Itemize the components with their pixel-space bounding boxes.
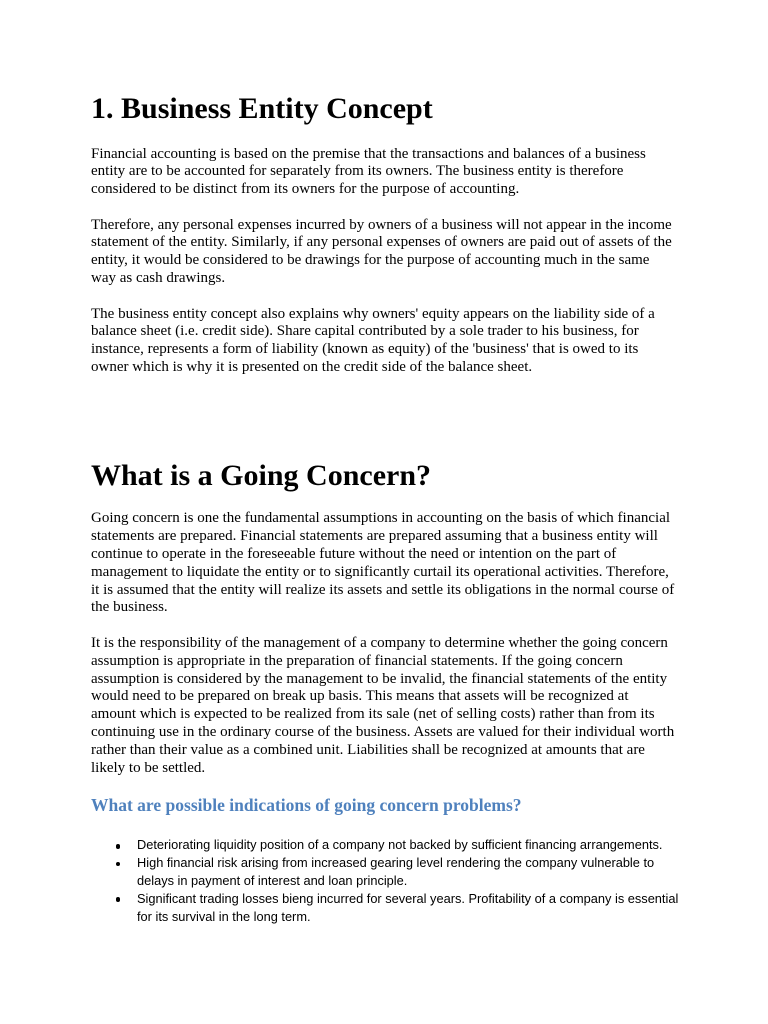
list-item: [91, 890, 761, 926]
paragraph: It is the responsibility of the management of a company to determine whether the going concern assumption is appropriate in the preparation of financial statements. If the going concern assumption is considered by the management to be invalid, the financial statements of the entity would need to be prepared on break up basis. This means that assets will be recognized at amount which is expected to be realized from its sale (net of selling costs) rather than from its continuing use in the ordinary course of the business. Assets are valued for their individual worth rather than their value as a combined unit. Liabilities shall be recognized at amounts that are likely to be settled.: [91, 635, 675, 776]
bullet-icon: [116, 862, 121, 867]
list-item: [91, 854, 761, 890]
indications-list: [91, 836, 761, 925]
going-concern-heading: What is a Going Concern?: [91, 458, 432, 492]
paragraph: Financial accounting is based on the premise that the transactions and balances of a business entity are to be accounted for separately from its owners. The business entity is therefore considered to be distinct from its owners for the purpose of accounting.: [91, 145, 646, 198]
list-item: [91, 836, 761, 854]
paragraph: Therefore, any personal expenses incurred by owners of a business will not appear in the income statement of the entity. Similarly, if any personal expenses of owners are paid out of assets of the entity, it would be considered to be drawings for the purpose of accounting much in the same way as cash drawings.: [91, 216, 672, 287]
paragraph: Going concern is one the fundamental assumptions in accounting on the basis of which financial statements are prepared. Financial statements are prepared assuming that a business entity will continue to operate in the foreseeable future without the need or intention on the part of management to liquidate the entity or to significantly curtail its operational activities. Therefore, it is assumed that the entity will realize its assets and settle its obligations in the normal course of the business.: [91, 510, 675, 616]
paragraph: The business entity concept also explains why owners' equity appears on the liability side of a balance sheet (i.e. credit side). Share capital contributed by a sole trader to his business, for instance, represents a form of liability (known as equity) of the 'business' that is owed to its owner which is why it is presented on the credit side of the balance sheet.: [91, 305, 655, 376]
going-concern-section: [91, 459, 761, 926]
indications-subheading: What are possible indications of going concern problems?: [91, 795, 522, 816]
bullet-icon: [116, 897, 121, 902]
business-entity-section: [91, 92, 761, 377]
list-item-text: Deteriorating liquidity position of a company not backed by sufficient financing arrangements.: [137, 837, 663, 853]
list-item-text: High financial risk arising from increased gearing level rendering the company vulnerable to delays in payment of interest and loan principle.: [137, 855, 655, 888]
document-body: [91, 92, 761, 925]
bullet-icon: [116, 844, 121, 849]
business-entity-heading: 1. Business Entity Concept: [91, 92, 433, 125]
list-item-text: Significant trading losses bieng incurred for several years. Profitability of a company is essential for its survival in the long term.: [137, 890, 679, 924]
